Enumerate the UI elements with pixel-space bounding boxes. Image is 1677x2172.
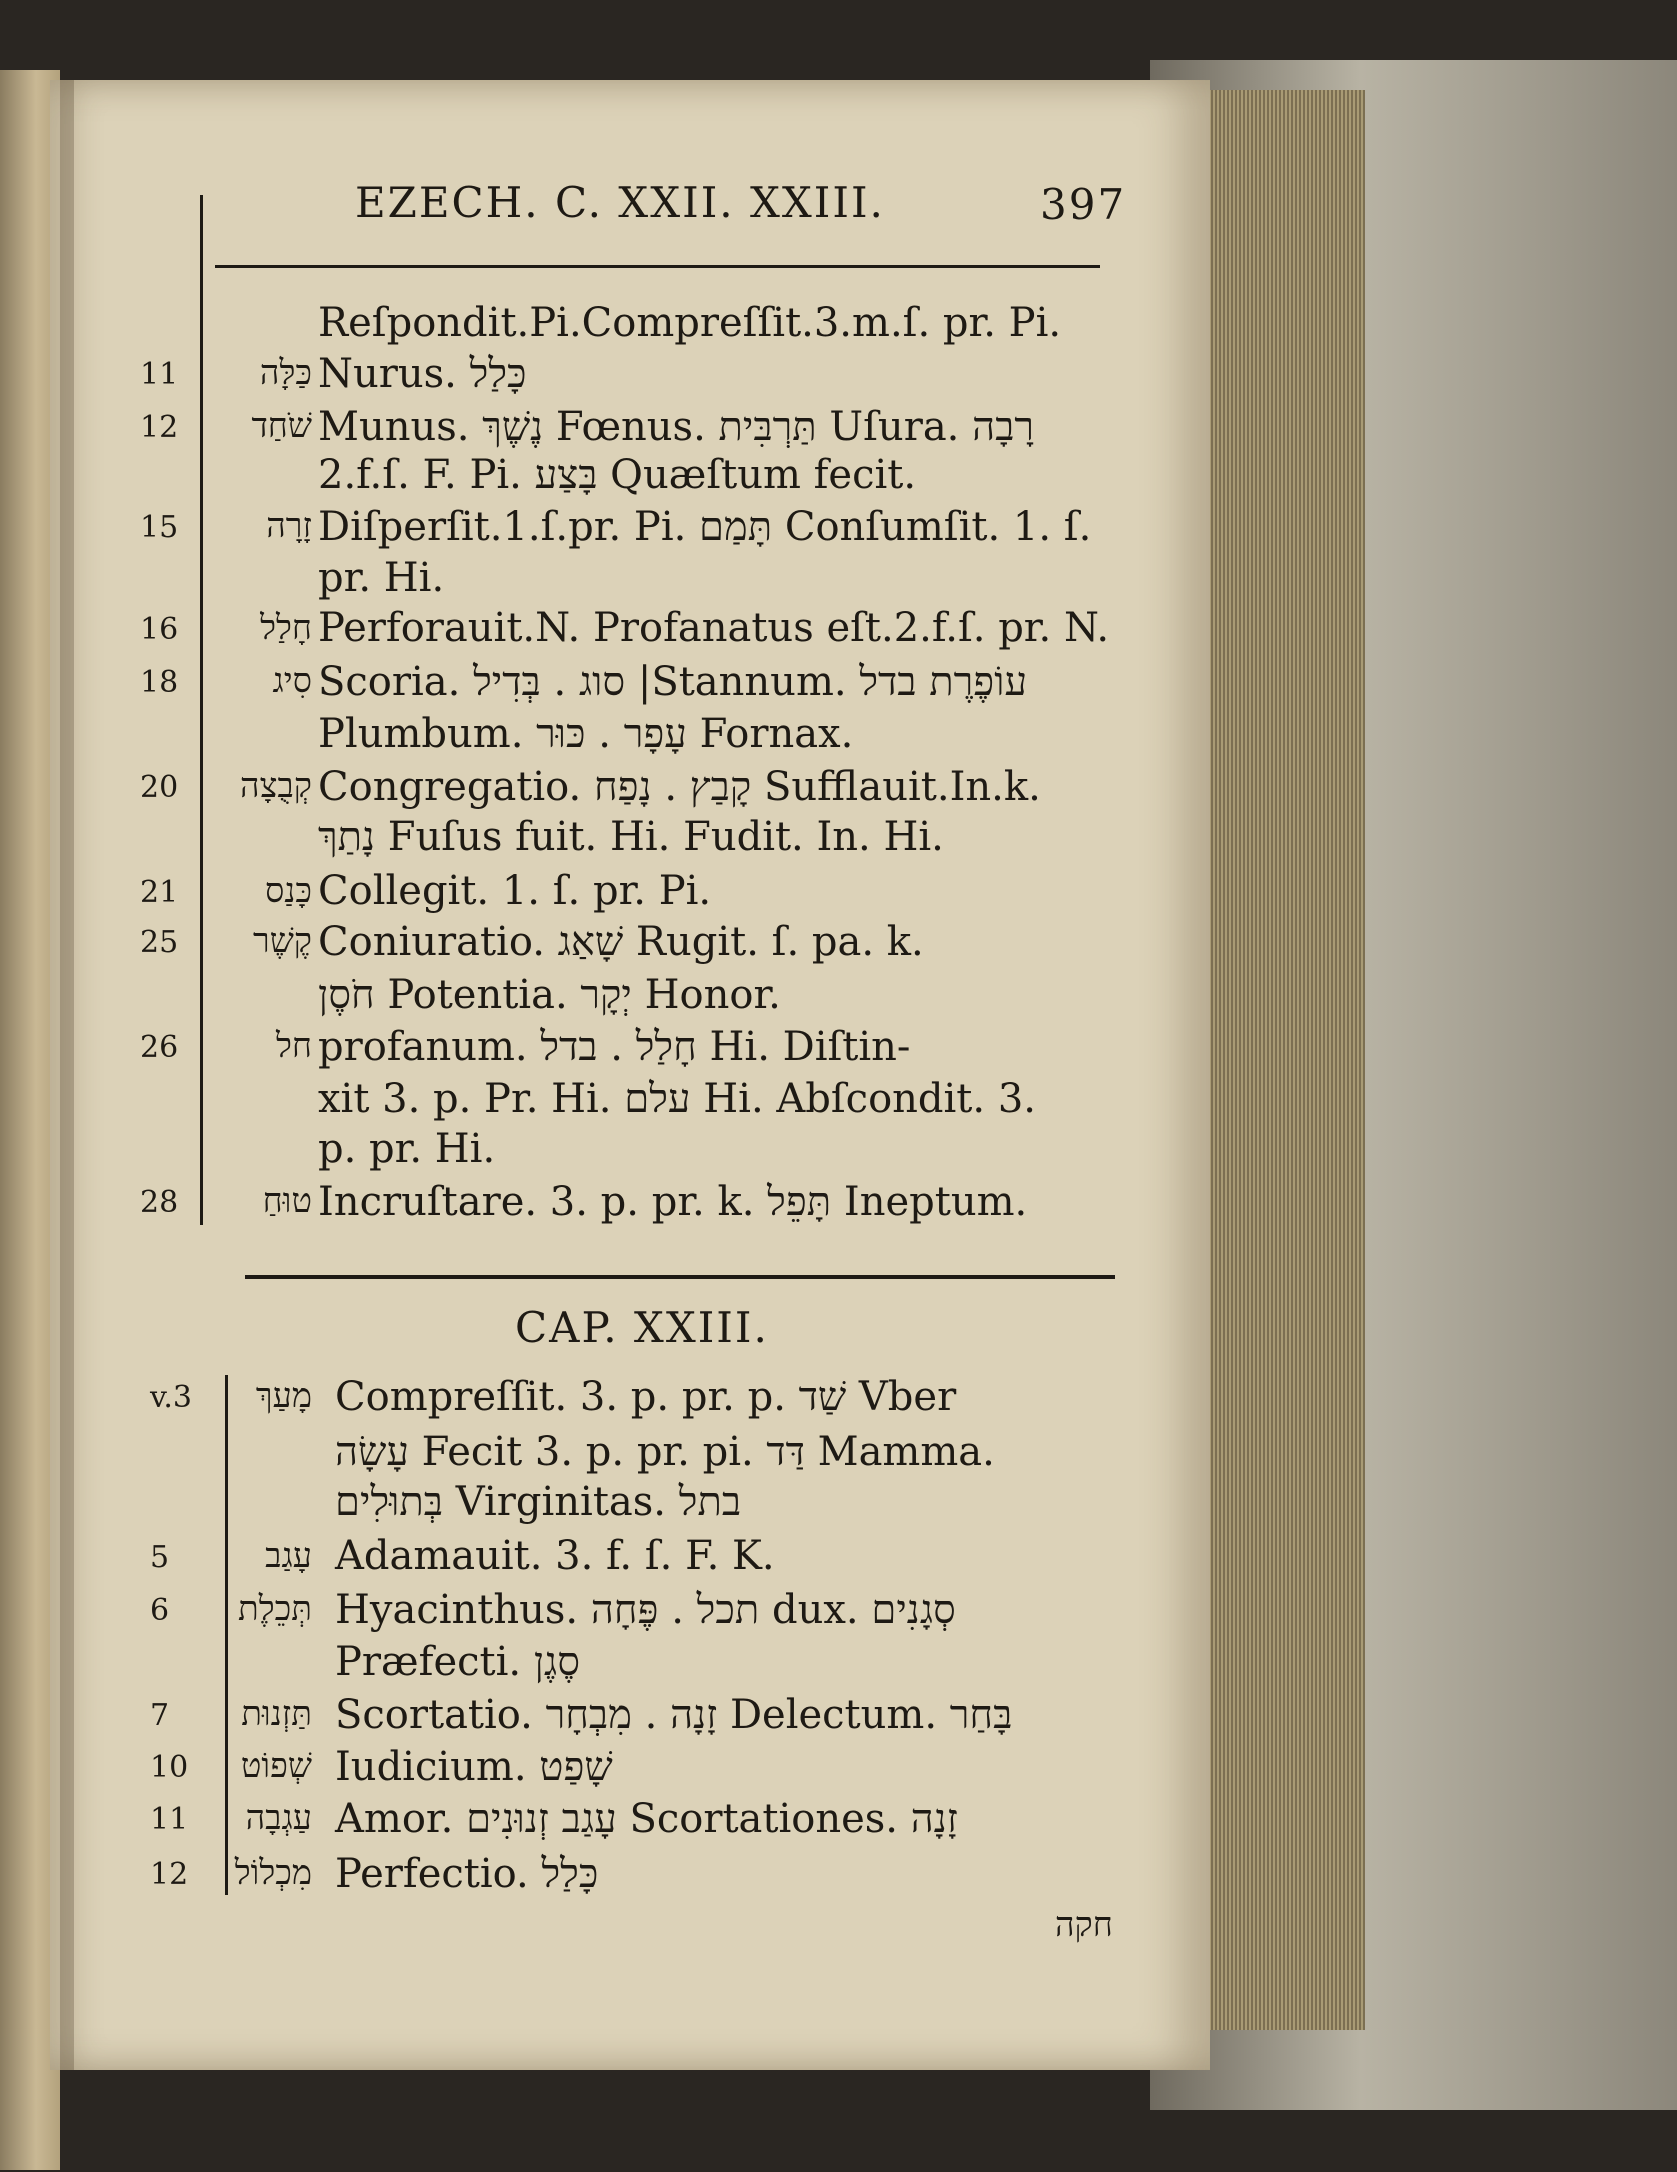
gloss-line: Præfecti. סֶגֶן [335,1639,580,1685]
gloss-line: Diſperſit.1.ſ.pr. Pi. תָּמַם Conſumſit. 1. ſ. [318,504,1092,550]
catchword: חקה [1055,1905,1113,1945]
hebrew-headword: מִכְלוֹל [234,1853,312,1893]
running-title: EZECH. C. XXII. XXIII. [355,178,885,227]
verse-number: 18 [140,665,179,700]
hebrew-headword: סִיג [272,661,312,701]
gloss-line: p. pr. Hi. [318,1126,496,1172]
verse-number: 11 [150,1802,189,1837]
gloss-line: pr. Hi. [318,555,445,601]
gloss-line: חֹסֶן Potentia. יְקָר Honor. [318,972,781,1018]
gloss-line: Scortatio. זָנָה . מִבְחָר Delectum. בָּחַר [335,1692,1013,1738]
verse-number: 25 [140,925,179,960]
gloss-line: עָשָׂה Fecit 3. p. pr. pi. דַּד Mamma. [335,1429,995,1475]
gloss-line: Reſpondit.Pi.Compreſſit.3.m.ſ. pr. Pi. [318,300,1062,346]
verse-number: 12 [140,410,179,445]
gloss-line: 2.f.ſ. F. Pi. בָּצַע Quæſtum fecit. [318,452,917,498]
gloss-line: Plumbum. עָפָר . כּוּר Fornax. [318,711,854,757]
verse-number: v.3 [150,1380,193,1415]
verse-number: 20 [140,770,179,805]
page-number: 397 [1040,180,1127,229]
hebrew-headword: כָּנַס [264,871,312,911]
verse-number: 16 [140,612,179,647]
verse-number: 10 [150,1750,189,1785]
hebrew-headword: כַּלָּה [259,353,312,393]
gloss-line: Coniuratio. שָׁאַג Rugit. ſ. pa. k. [318,919,924,965]
verse-number: 6 [150,1593,170,1628]
hebrew-headword: עַגְבָה [245,1798,312,1838]
gloss-line: xit 3. p. Pr. Hi. עלם Hi. Abſcondit. 3. [318,1076,1036,1122]
verse-number: 15 [140,510,179,545]
hebrew-headword: זָרָה [266,506,312,546]
verse-number: 5 [150,1540,170,1575]
gloss-line: Incruſtare. 3. p. pr. k. תָּפֵל Ineptum. [318,1179,1028,1225]
verse-number: 7 [150,1698,170,1733]
gloss-line: נָתַךְ Fuſus fuit. Hi. Fudit. In. Hi. [318,814,944,860]
hebrew-headword: חל [275,1026,312,1066]
verse-number: 12 [150,1857,189,1892]
gloss-line: Munus. נֶשֶׁךְ Fœnus. תַּרְבִּית Uſura. רָבָה [318,404,1035,450]
gloss-line: Amor. עָגַב זְנוּנִים Scortationes. זָנָה [335,1796,958,1842]
hebrew-headword: שְׁפוֹט [240,1746,312,1786]
gloss-line: Collegit. 1. ſ. pr. Pi. [318,868,712,914]
verse-number: 26 [140,1030,179,1065]
gloss-line: Congregatio. קָבַץ . נָפַח Sufflauit.In.k. [318,764,1041,810]
page-edges [1205,90,1365,2030]
gloss-line: Compreſſit. 3. p. pr. p. שַׁד Vber [335,1374,957,1420]
hebrew-headword: חָלַל [260,608,312,648]
gloss-line: Perforauit.N. Profanatus eſt.2.f.ſ. pr. N. [318,605,1110,651]
gloss-line: בְּתוּלִים Virginitas. בתל [335,1479,742,1525]
header-rule [215,265,1100,268]
hebrew-headword: תְּכֵלֶת [238,1589,312,1629]
hebrew-headword: עָגַב [265,1536,312,1576]
chapter-heading: CAP. XXIII. [515,1303,769,1352]
gloss-line: profanum. חָלַל . בדל Hi. Diſtin- [318,1024,911,1070]
margin-rule-upper [200,195,203,1225]
hebrew-headword: טוּחַ [262,1181,312,1221]
hebrew-headword: תַּזְנוּת [241,1694,312,1734]
hebrew-headword: קֶשֶׁר [253,921,312,961]
verse-number: 28 [140,1185,179,1220]
gloss-line: Perfectio. כָּלַל [335,1851,599,1897]
gutter-shadow [60,80,74,2070]
hebrew-headword: קְבֻצָה [240,766,312,806]
gloss-line: Adamauit. 3. f. ſ. F. K. [335,1533,775,1579]
verse-number: 21 [140,875,179,910]
hebrew-headword: שֹׁחַד [251,406,312,446]
gloss-line: Iudicium. שָׁפַט [335,1744,613,1790]
gloss-line: Scoria. סוג . בְּדִיל |Stannum. עוֹפֶרֶת בדל [318,659,1028,705]
hebrew-headword: מָעַךְ [255,1376,312,1416]
margin-rule-lower [225,1375,228,1895]
gloss-line: Hyacinthus. תכל . פֶּחָה dux. סְגָנִים [335,1587,956,1633]
section-rule [245,1275,1115,1279]
verse-number: 11 [140,357,179,392]
gloss-line: Nurus. כָּלַל [318,351,527,397]
